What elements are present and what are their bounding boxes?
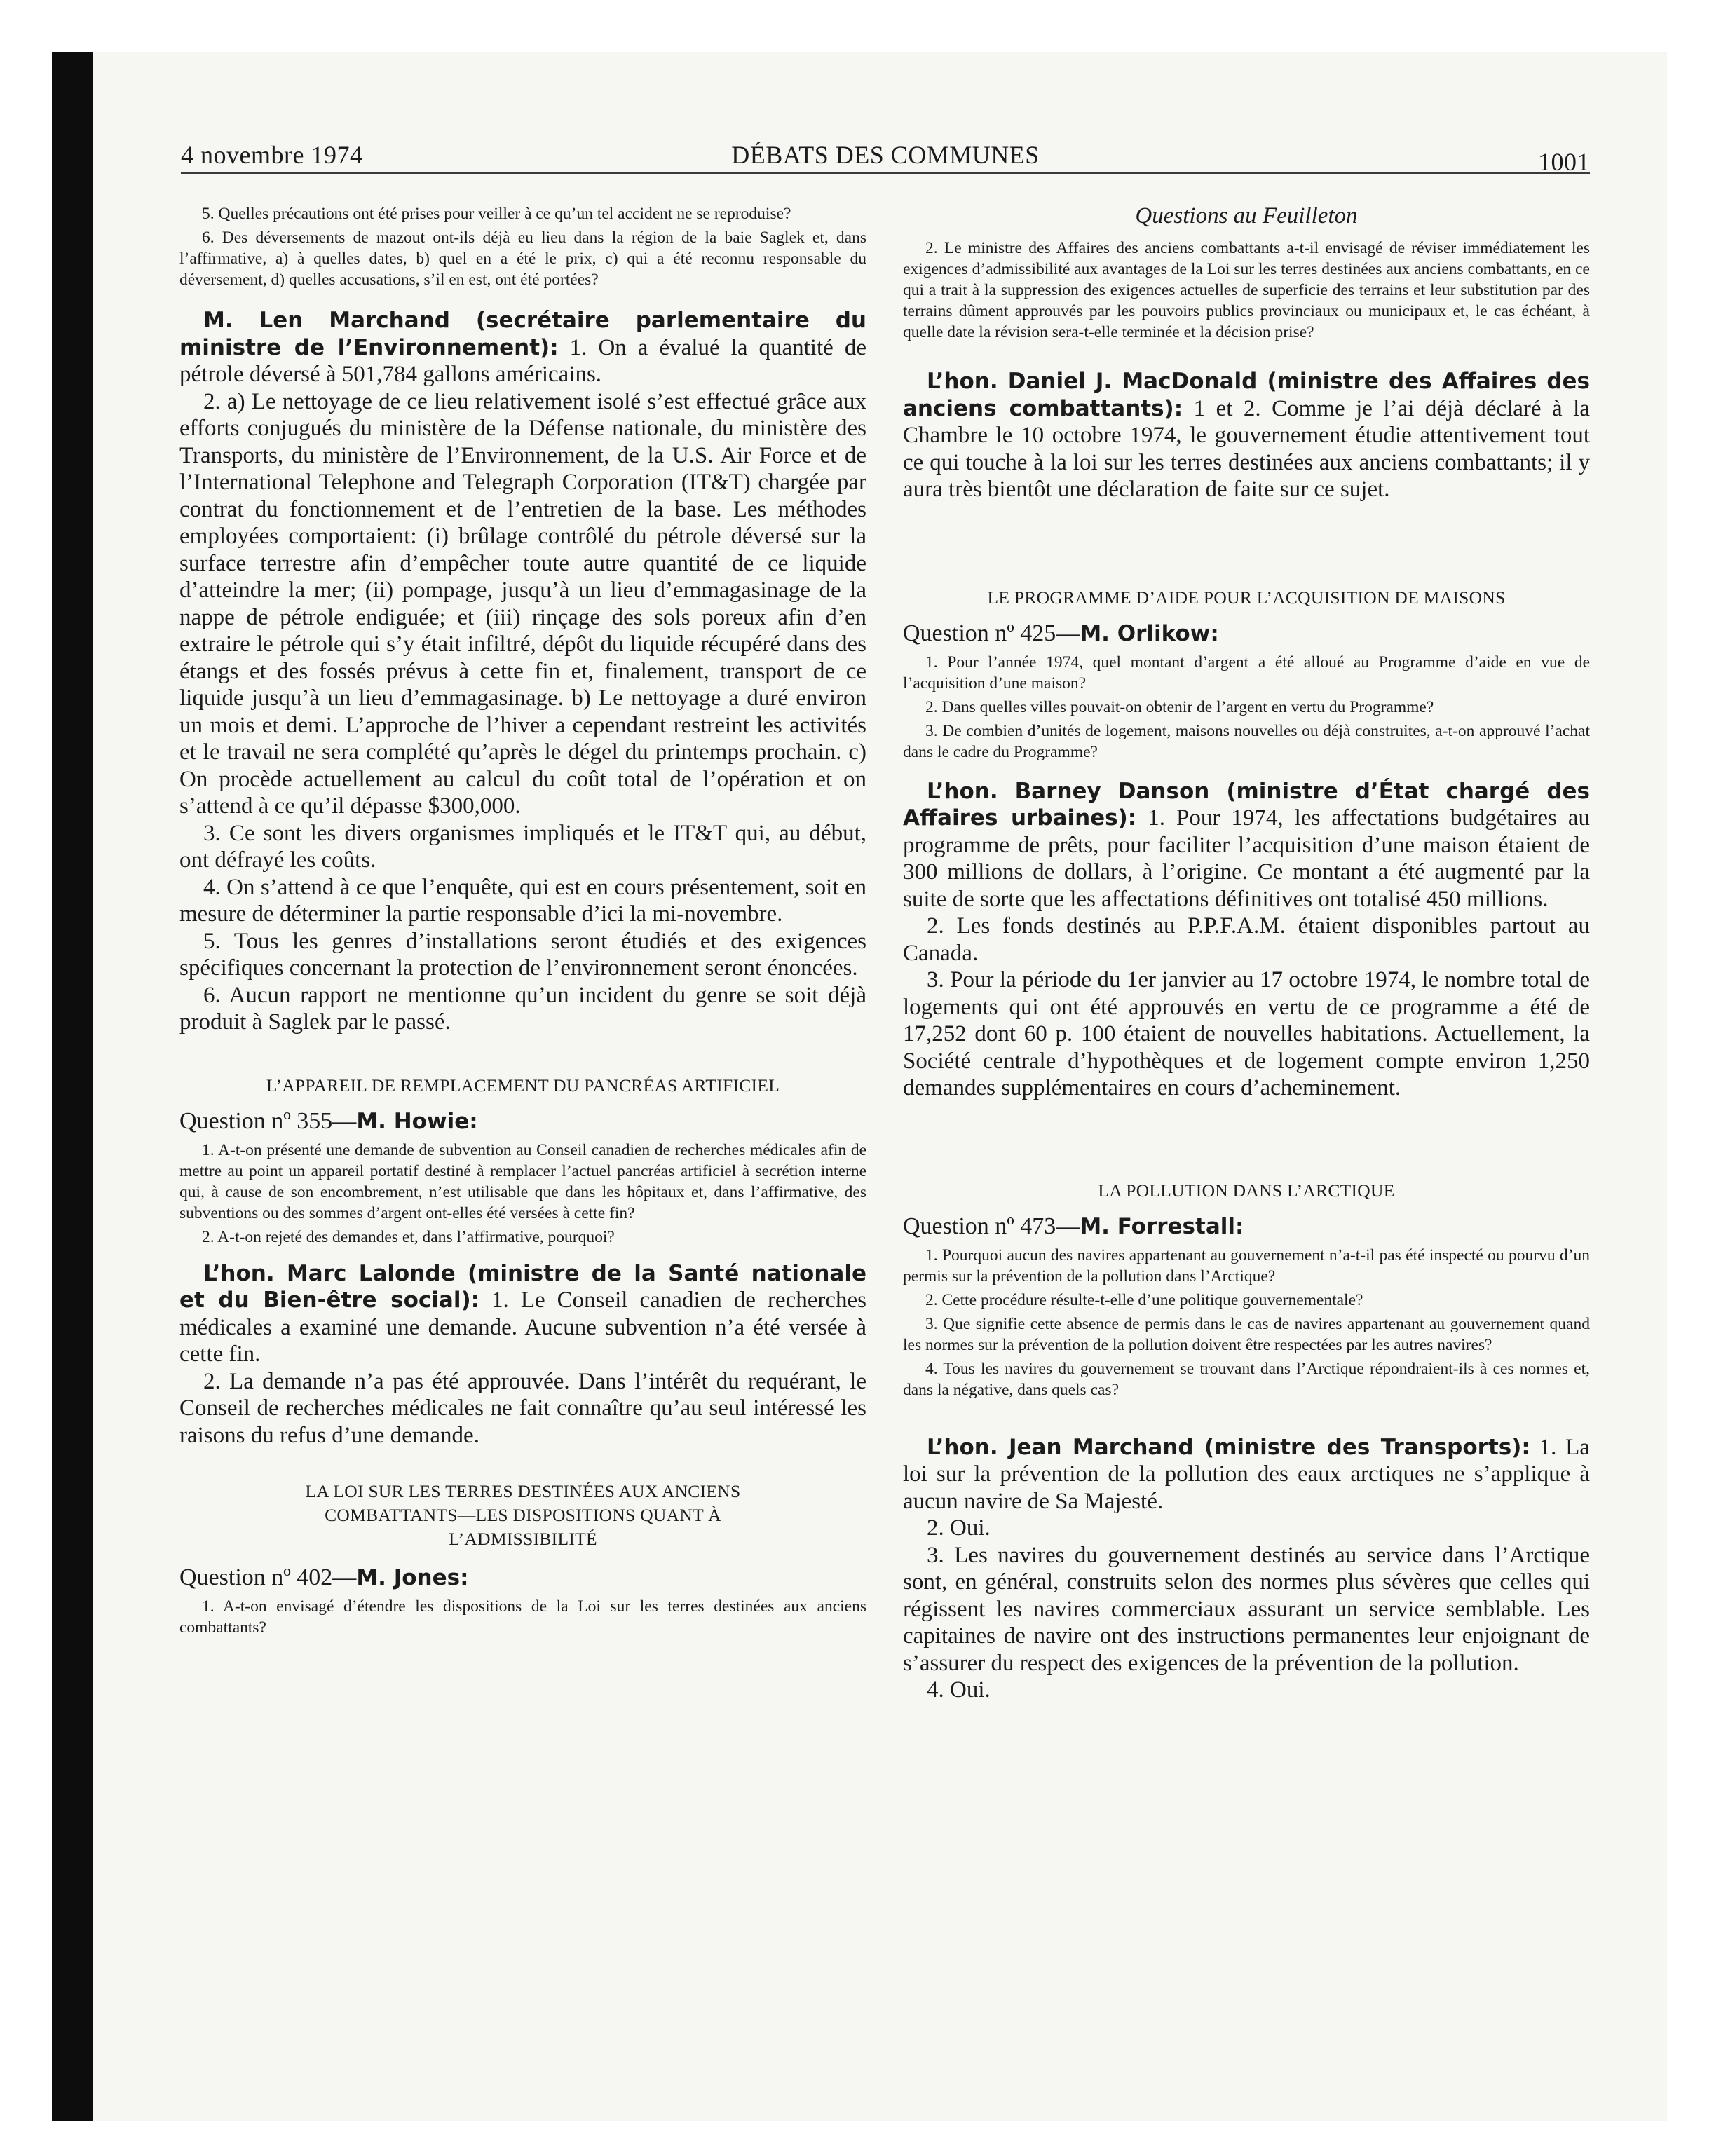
answer-block: [903, 1434, 1590, 1704]
question-text-block: [179, 1140, 866, 1248]
question-heading: [179, 1106, 866, 1137]
speaker: L’hon. Barney Danson (ministre d’État chargé des Affaires urbaines):: [903, 778, 1590, 831]
answer-paragraph: [903, 778, 1590, 913]
question-heading: [903, 618, 1590, 649]
answer-paragraph: 5. Tous les genres d’installations seront étudiés et des exigences spécifiques concernant la protection de l’environnement seront énoncées.: [179, 928, 866, 981]
speaker: L’hon. Marc Lalonde (ministre de la Santé nationale et du Bien-être social):: [179, 1260, 866, 1313]
speaker: L’hon. Daniel J. MacDonald (ministre des Affaires des anciens combattants):: [903, 369, 1590, 421]
question-text-block: [903, 238, 1590, 343]
answer-paragraph: 3. Pour la période du 1er janvier au 17 octobre 1974, le nombre total de logements qui ont été approuvés en vertu de ce programme a été de 17,252 dont 60 p. 100 étaient de nouvelles habitations. Actuellement, la Société centrale d’hypothèques et de logement compte environ 1,250 demandes supplémentaires en cours d’acheminement.: [903, 967, 1590, 1100]
answer-paragraph: 3. Ce sont les divers organismes impliqués et le IT&T qui, au début, ont défrayé les coûts.: [179, 820, 866, 873]
section-title-line: LA LOI SUR LES TERRES DESTINÉES AUX ANCIENS: [305, 1481, 741, 1501]
question-text-block: [179, 1596, 866, 1638]
question-item: 2. Dans quelles villes pouvait-on obtenir de l’argent en vertu du Programme?: [925, 697, 1434, 716]
section-title: L’APPAREIL DE REMPLACEMENT DU PANCRÉAS ARTIFICIEL: [266, 1074, 780, 1096]
running-header: [181, 140, 1590, 175]
question-heading: [179, 1562, 866, 1593]
section-title-line: L’ADMISSIBILITÉ: [449, 1529, 597, 1549]
question-text-block: [903, 652, 1590, 763]
answer-paragraph: 4. On s’attend à ce que l’enquête, qui est en cours présentement, soit en mesure de déterminer la partie responsable d’ici la mi-novembre.: [179, 874, 866, 927]
answer-paragraph: 2. La demande n’a pas été approuvée. Dans l’intérêt du requérant, le Conseil de recherches médicales ne fait connaître qu’au seul intéressé les raisons du refus d’une demande.: [179, 1368, 866, 1448]
question-item: 3. Que signifie cette absence de permis dans le cas de navires appartenant au gouvernement quand les normes sur la prévention de la pollution doivent être respectées par les autres navires?: [903, 1314, 1590, 1354]
question-number: Question nº 425—: [903, 620, 1080, 646]
question-number: Question nº 355—: [179, 1107, 357, 1134]
question-item: 2. Cette procédure résulte-t-elle d’une politique gouvernementale?: [925, 1290, 1363, 1309]
header-title: DÉBATS DES COMMUNES: [731, 141, 1040, 169]
answer-block: [179, 1260, 866, 1449]
answer-paragraph: 2. a) Le nettoyage de ce lieu relativement isolé s’est effectué grâce aux efforts conjugués du ministère de la Défense nationale, du ministère des Transports, du ministère de l’Environnement, de la U.S. Air Force et de l’International Telephone and Telegraph Corporation (IT&T) chargée par contrat du fonctionnement et de l’entretien de la base. Les méthodes employées comportaient: (i) brûlage contrôlé du pétrole déversé sur la surface terrestre afin d’empêcher toute autre quantité de ce liquide d’atteindre la mer; (ii) pompage, jusqu’à un lieu d’emmagasinage de la nappe de pétrole endiguée; et (iii) rinçage des sols poreux afin d’en extraire le pétrole qui s’y était infiltré, dépôt du liquide récupéré dans des étangs et des fossés prévus à cette fin et, finalement, transport de ce liquide jusqu’à un lieu d’emmagasinage. b) Le nettoyage a duré environ un mois et demi. L’approche de l’hiver a cependant restreint les activités et le travail ne sera complété qu’après le dégel du printemps prochain. c) On procède actuellement au calcul du coût total de l’opération et on s’attend à ce qu’il dépasse $300,000.: [179, 388, 866, 819]
answer-paragraph: [179, 1260, 866, 1368]
answer-paragraph: 2. Les fonds destinés au P.P.F.A.M. étaient disponibles partout au Canada.: [903, 913, 1590, 966]
question-item: 2. Le ministre des Affaires des anciens combattants a-t-il envisagé de réviser immédiatement les exigences d’admissibilité aux avantages de la Loi sur les terres destinées aux anciens combattants, en ce qui a trait à la suppression des exigences actuelles de superficie des terrains et leur substitution par des terrains dûment approuvés par les pouvoirs publics provinciaux ou municipaux et, le cas échéant, à quelle date la révision sera-t-elle terminée et la décision prise?: [903, 239, 1590, 341]
question-item: 1. A-t-on envisagé d’étendre les dispositions de la Loi sur les terres destinées aux anciens combattants?: [179, 1597, 866, 1637]
answer-text: 1. Pour 1974, les affectations budgétaires au programme de prêts, pour faciliter l’acquisition d’une maison étaient de 300 millions de dollars, à l’origine. Ce montant a été augmenté par la suite de sorte que les affectations définitives ont totalisé 450 millions.: [903, 805, 1590, 912]
right-column: [903, 203, 1590, 1704]
question-author: M. Forrestall:: [1080, 1213, 1244, 1239]
question-heading: [903, 1211, 1590, 1242]
answer-paragraph: 3. Les navires du gouvernement destinés au service dans l’Arctique sont, en général, construits selon des normes plus sévères que celles qui régissent les navires commerciaux assurant un service semblable. Les capitaines de navire ont des instructions permanentes leur enjoignant de s’assurer du respect des exigences de la prévention de la pollution.: [903, 1542, 1590, 1676]
page-number: 1001: [1538, 148, 1590, 176]
answer-paragraph: 6. Aucun rapport ne mentionne qu’un incident du genre se soit déjà produit à Saglek par le passé.: [179, 982, 866, 1035]
question-item: 3. De combien d’unités de logement, maisons nouvelles ou déjà construites, a-t-on approuvé l’achat dans le cadre du Programme?: [903, 721, 1590, 761]
question-item: 6. Des déversements de mazout ont-ils déjà eu lieu dans la région de la baie Saglek et, dans l’affirmative, a) à quelles dates, b) quel en a été le prix, c) qui a été reconnu responsable du déversement, d) quelles accusations, s’il en est, ont été portées?: [179, 228, 866, 289]
scan-border: [52, 52, 93, 2121]
answer-block: [903, 778, 1590, 1102]
question-author: M. Jones:: [356, 1565, 469, 1590]
header-date: 4 novembre 1974: [181, 141, 363, 169]
answer-paragraph: 4. Oui.: [927, 1677, 991, 1703]
answer-text: 1 et 2. Comme je l’ai déjà déclaré à la Chambre le 10 octobre 1974, le gouvernement étudie attentivement tout ce qui touche à la loi sur les terres destinées aux anciens combattants; il y aura très bientôt une déclaration de faite sur ce sujet.: [903, 395, 1591, 502]
question-author: M. Orlikow:: [1080, 620, 1219, 646]
question-item: 1. Pour l’année 1974, quel montant d’argent a été alloué au Programme d’aide en vue de l’acquisition d’une maison?: [903, 653, 1590, 692]
answer-text: 1. Le Conseil canadien de recherches médicales a examiné une demande. Aucune subvention n’a été versée à cette fin.: [179, 1288, 866, 1367]
question-item: 2. A-t-on rejeté des demandes et, dans l’affirmative, pourquoi?: [202, 1227, 615, 1246]
question-number: Question nº 473—: [903, 1213, 1080, 1239]
answer-text: 1. La loi sur la prévention de la pollution des eaux arctiques ne s’applique à aucun navire de Sa Majesté.: [903, 1434, 1590, 1514]
answer-block: [903, 368, 1590, 503]
question-author: M. Howie:: [356, 1108, 478, 1134]
speaker: M. Len Marchand (secrétaire parlementaire du ministre de l’Environnement):: [179, 308, 866, 360]
section-title-block: [179, 1480, 866, 1551]
speaker: L’hon. Jean Marchand (ministre des Transports):: [927, 1434, 1530, 1460]
section-title-line: COMBATTANTS—LES DISPOSITIONS QUANT À: [325, 1505, 721, 1525]
question-item: 4. Tous les navires du gouvernement se trouvant dans l’Arctique répondraient-ils à ces normes et, dans la négative, dans quels cas?: [903, 1359, 1590, 1399]
answer-paragraph: [903, 368, 1590, 503]
question-text-block: [179, 203, 866, 290]
question-item: 1. Pourquoi aucun des navires appartenant au gouvernement n’a-t-il pas été inspecté ou pourvu d’un permis sur la prévention de la pollution dans l’Arctique?: [903, 1246, 1590, 1285]
column-heading: Questions au Feuilleton: [1135, 203, 1358, 228]
question-item: 1. A-t-on présenté une demande de subvention au Conseil canadien de recherches médicales afin de mettre au point un appareil portatif destiné à remplacer l’actuel pancréas artificiel à secrétion interne qui, à cause de son encombrement, n’est utilisable que dans les hôpitaux et, dans l’affirmative, des subventions ou des sommes d’argent ont-elles été versées à cette fin?: [179, 1140, 866, 1222]
header-rule: [181, 172, 1590, 174]
left-column: [179, 203, 866, 1641]
answer-paragraph: 2. Oui.: [927, 1515, 991, 1541]
question-number: Question nº 402—: [179, 1564, 357, 1590]
section-title: LE PROGRAMME D’AIDE POUR L’ACQUISITION DE MAISONS: [987, 587, 1506, 608]
answer-paragraph: [903, 1434, 1590, 1515]
question-item: 5. Quelles précautions ont été prises pour veiller à ce qu’un tel accident ne se reproduise?: [202, 205, 791, 223]
question-text-block: [903, 1245, 1590, 1400]
answer-paragraph: [179, 307, 866, 388]
answer-block: [179, 307, 866, 1036]
section-title: LA POLLUTION DANS L’ARCTIQUE: [1098, 1180, 1395, 1201]
answer-text: 1. On a évalué la quantité de pétrole déversé à 501,784 gallons américains.: [179, 334, 866, 387]
